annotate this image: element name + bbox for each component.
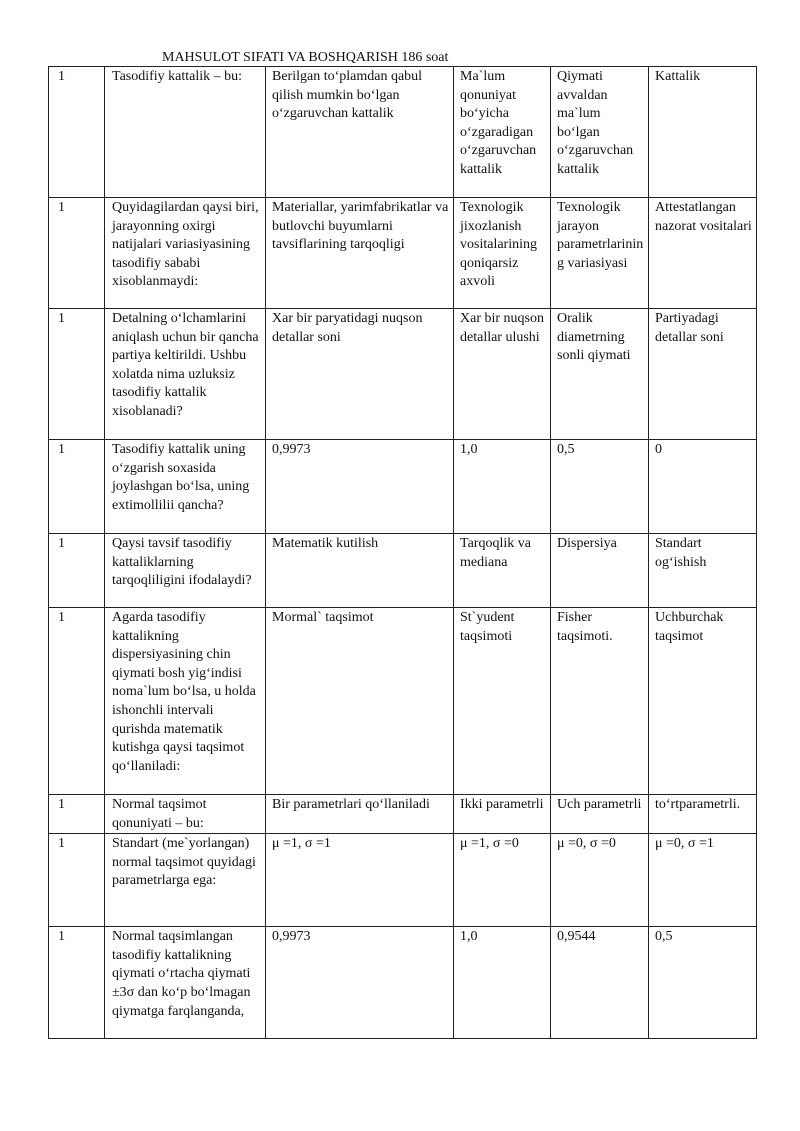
answer-option-b: St`yudent taqsimoti: [454, 608, 551, 795]
answer-option-b: 1,0: [454, 440, 551, 534]
question-row: [49, 795, 757, 834]
question-row: [49, 440, 757, 534]
question-row: [49, 608, 757, 795]
question-text: Quyidagilardan qaysi biri, jarayonning oxirgi natijalari variasiyasining tasodifiy sababi xisoblanmaydi:: [105, 198, 266, 309]
answer-option-c: 0,9544: [551, 927, 649, 1039]
question-text: Tasodifiy kattalik uning o‘zgarish soxasida joylashgan bo‘lsa, uning extimollilii qancha?: [105, 440, 266, 534]
question-number: 1: [49, 440, 105, 534]
question-row: [49, 198, 757, 309]
question-number: 1: [49, 608, 105, 795]
question-number: 1: [49, 198, 105, 309]
question-text: Qaysi tavsif tasodifiy kattaliklarning tarqoqliligini ifodalaydi?: [105, 534, 266, 608]
question-number: 1: [49, 927, 105, 1039]
answer-option-a: Xar bir paryatidagi nuqson detallar soni: [266, 309, 454, 440]
answer-option-c: 0,5: [551, 440, 649, 534]
answer-option-c: Qiymati avvaldan ma`lum bo‘lgan o‘zgaruvchan kattalik: [551, 67, 649, 198]
answer-option-d: Kattalik: [649, 67, 757, 198]
answer-option-a: Matematik kutilish: [266, 534, 454, 608]
answer-option-c: Texnologik jarayon parametrlarining variasiyasi: [551, 198, 649, 309]
question-text: Agarda tasodifiy kattalikning dispersiyasining chin qiymati bosh yig‘indisi noma`lum bo‘lsa, u holda ishonchli intervali qurishda matematik kutishga qaysi taqsimot qo‘llaniladi:: [105, 608, 266, 795]
question-row: [49, 834, 757, 927]
answer-option-d: 0,5: [649, 927, 757, 1039]
question-number: 1: [49, 534, 105, 608]
answer-option-b: Texnologik jixozlanish vositalarining qoniqarsiz axvoli: [454, 198, 551, 309]
question-row: [49, 927, 757, 1039]
answer-option-b: Xar bir nuqson detallar ulushi: [454, 309, 551, 440]
question-number: 1: [49, 834, 105, 927]
answer-option-d: to‘rtparametrli.: [649, 795, 757, 834]
answer-option-a: Berilgan to‘plamdan qabul qilish mumkin bo‘lgan o‘zgaruvchan kattalik: [266, 67, 454, 198]
document-title: MAHSULOT SIFATI VA BOSHQARISH 186 soat: [162, 50, 449, 65]
answer-option-a: Mormal` taqsimot: [266, 608, 454, 795]
answer-option-b: μ =1, σ =0: [454, 834, 551, 927]
question-text: Detalning o‘lchamlarini aniqlash uchun bir qancha partiya keltirildi. Ushbu xolatda nima uzluksiz tasodifiy kattalik xisoblanadi?: [105, 309, 266, 440]
question-text: Normal taqsimot qonuniyati – bu:: [105, 795, 266, 834]
answer-option-c: Uch parametrli: [551, 795, 649, 834]
question-number: 1: [49, 795, 105, 834]
answer-option-b: 1,0: [454, 927, 551, 1039]
answer-option-d: Standart og‘ishish: [649, 534, 757, 608]
answer-option-d: Uchburchak taqsimot: [649, 608, 757, 795]
answer-option-a: 0,9973: [266, 440, 454, 534]
answer-option-a: Materiallar, yarimfabrikatlar va butlovchi buyumlarni tavsiflarining tarqoqligi: [266, 198, 454, 309]
answer-option-a: Bir parametrlari qo‘llaniladi: [266, 795, 454, 834]
answer-option-d: μ =0, σ =1: [649, 834, 757, 927]
answer-option-d: Partiyadagi detallar soni: [649, 309, 757, 440]
answer-option-d: Attestatlangan nazorat vositalari: [649, 198, 757, 309]
question-row: [49, 67, 757, 198]
question-table: [48, 66, 757, 1039]
question-row: [49, 309, 757, 440]
question-row: [49, 534, 757, 608]
question-text: Standart (me`yorlangan) normal taqsimot quyidagi parametrlarga ega:: [105, 834, 266, 927]
answer-option-c: Dispersiya: [551, 534, 649, 608]
answer-option-b: Ikki parametrli: [454, 795, 551, 834]
answer-option-b: Ma`lum qonuniyat bo‘yicha o‘zgaradigan o‘zgaruvchan kattalik: [454, 67, 551, 198]
answer-option-a: 0,9973: [266, 927, 454, 1039]
question-text: Normal taqsimlangan tasodifiy kattalikning qiymati o‘rtacha qiymati ±3σ dan ko‘p bo‘lmagan qiymatga farqlanganda,: [105, 927, 266, 1039]
question-number: 1: [49, 67, 105, 198]
answer-option-b: Tarqoqlik va mediana: [454, 534, 551, 608]
answer-option-d: 0: [649, 440, 757, 534]
question-number: 1: [49, 309, 105, 440]
answer-option-a: μ =1, σ =1: [266, 834, 454, 927]
answer-option-c: Oralik diametrning sonli qiymati: [551, 309, 649, 440]
answer-option-c: μ =0, σ =0: [551, 834, 649, 927]
answer-option-c: Fisher taqsimoti.: [551, 608, 649, 795]
question-text: Tasodifiy kattalik – bu:: [105, 67, 266, 198]
